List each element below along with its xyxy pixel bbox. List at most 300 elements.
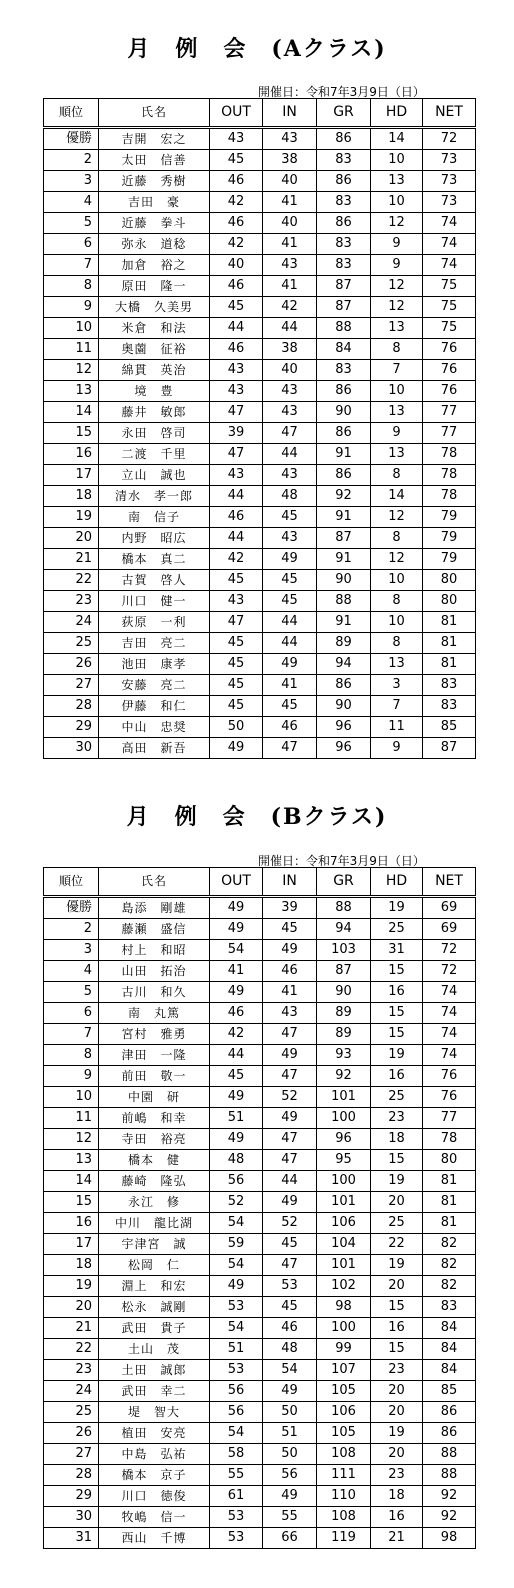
- in-score-cell: 49: [263, 549, 317, 570]
- out-score-cell: 43: [210, 128, 263, 150]
- in-score-cell: 49: [263, 1381, 317, 1402]
- net-score-cell: 74: [423, 1024, 476, 1045]
- in-score-cell: 46: [263, 961, 317, 982]
- gross-score-cell: 105: [317, 1381, 371, 1402]
- handicap-cell: 20: [371, 1402, 423, 1423]
- handicap-cell: 9: [371, 255, 423, 276]
- rank-cell: 5: [44, 982, 99, 1003]
- handicap-cell: 7: [371, 696, 423, 717]
- handicap-cell: 14: [371, 128, 423, 150]
- handicap-cell: 20: [371, 1381, 423, 1402]
- in-score-cell: 41: [263, 982, 317, 1003]
- out-score-cell: 43: [210, 465, 263, 486]
- table-row: [44, 1486, 476, 1507]
- in-score-cell: 50: [263, 1402, 317, 1423]
- net-score-cell: 79: [423, 528, 476, 549]
- net-score-cell: 72: [423, 940, 476, 961]
- net-score-cell: 76: [423, 1087, 476, 1108]
- out-score-cell: 49: [210, 1087, 263, 1108]
- in-score-cell: 54: [263, 1360, 317, 1381]
- player-name-cell: 前嶋 和幸: [99, 1108, 210, 1129]
- in-score-cell: 38: [263, 150, 317, 171]
- handicap-cell: 9: [371, 423, 423, 444]
- handicap-cell: 20: [371, 1444, 423, 1465]
- class-b-date: 開催日：令和7年3月9日（日）: [258, 854, 425, 868]
- rank-cell: 27: [44, 675, 99, 696]
- table-row: [44, 1171, 476, 1192]
- in-score-cell: 43: [263, 381, 317, 402]
- player-name-cell: 池田 康孝: [99, 654, 210, 675]
- in-score-cell: 45: [263, 570, 317, 591]
- gross-score-cell: 105: [317, 1423, 371, 1444]
- header-in: IN: [263, 868, 317, 897]
- net-score-cell: 78: [423, 1129, 476, 1150]
- rank-cell: 25: [44, 1402, 99, 1423]
- in-score-cell: 52: [263, 1213, 317, 1234]
- handicap-cell: 10: [371, 570, 423, 591]
- player-name-cell: 中山 忠奨: [99, 717, 210, 738]
- rank-cell: 6: [44, 234, 99, 255]
- rank-cell: 11: [44, 339, 99, 360]
- net-score-cell: 80: [423, 1150, 476, 1171]
- in-score-cell: 45: [263, 591, 317, 612]
- handicap-cell: 11: [371, 717, 423, 738]
- out-score-cell: 46: [210, 507, 263, 528]
- table-row: [44, 150, 476, 171]
- out-score-cell: 55: [210, 1465, 263, 1486]
- class-b-results-table: [43, 867, 476, 1549]
- handicap-cell: 10: [371, 150, 423, 171]
- out-score-cell: 51: [210, 1108, 263, 1129]
- net-score-cell: 72: [423, 128, 476, 150]
- player-name-cell: 藤瀬 盛信: [99, 919, 210, 940]
- gross-score-cell: 87: [317, 276, 371, 297]
- rank-cell: 10: [44, 1087, 99, 1108]
- out-score-cell: 49: [210, 919, 263, 940]
- handicap-cell: 12: [371, 297, 423, 318]
- gross-score-cell: 92: [317, 1066, 371, 1087]
- in-score-cell: 45: [263, 1297, 317, 1318]
- header-name: 氏名: [99, 99, 210, 128]
- player-name-cell: 松岡 仁: [99, 1255, 210, 1276]
- handicap-cell: 3: [371, 675, 423, 696]
- in-score-cell: 45: [263, 919, 317, 940]
- table-row: [44, 1213, 476, 1234]
- in-score-cell: 44: [263, 318, 317, 339]
- table-row: [44, 1003, 476, 1024]
- out-score-cell: 49: [210, 1276, 263, 1297]
- table-row: [44, 897, 476, 919]
- out-score-cell: 56: [210, 1402, 263, 1423]
- handicap-cell: 8: [371, 528, 423, 549]
- in-score-cell: 45: [263, 696, 317, 717]
- out-score-cell: 56: [210, 1381, 263, 1402]
- net-score-cell: 81: [423, 612, 476, 633]
- in-score-cell: 49: [263, 1486, 317, 1507]
- out-score-cell: 47: [210, 402, 263, 423]
- in-score-cell: 40: [263, 213, 317, 234]
- net-score-cell: 77: [423, 423, 476, 444]
- rank-cell: 8: [44, 276, 99, 297]
- out-score-cell: 44: [210, 1045, 263, 1066]
- handicap-cell: 8: [371, 633, 423, 654]
- out-score-cell: 49: [210, 982, 263, 1003]
- rank-cell: 7: [44, 255, 99, 276]
- out-score-cell: 54: [210, 1423, 263, 1444]
- rank-cell: 12: [44, 360, 99, 381]
- rank-cell: 6: [44, 1003, 99, 1024]
- player-name-cell: 近藤 拳斗: [99, 213, 210, 234]
- handicap-cell: 15: [371, 1003, 423, 1024]
- player-name-cell: 植田 安亮: [99, 1423, 210, 1444]
- table-header-row: [44, 99, 476, 128]
- net-score-cell: 86: [423, 1402, 476, 1423]
- in-score-cell: 47: [263, 1024, 317, 1045]
- table-row: [44, 717, 476, 738]
- player-name-cell: 古川 和久: [99, 982, 210, 1003]
- rank-cell: 11: [44, 1108, 99, 1129]
- gross-score-cell: 90: [317, 570, 371, 591]
- player-name-cell: 二渡 千里: [99, 444, 210, 465]
- header-hd: HD: [371, 868, 423, 897]
- player-name-cell: 古賀 啓人: [99, 570, 210, 591]
- net-score-cell: 78: [423, 444, 476, 465]
- rank-cell: 24: [44, 612, 99, 633]
- table-row: [44, 423, 476, 444]
- out-score-cell: 54: [210, 1318, 263, 1339]
- net-score-cell: 81: [423, 1192, 476, 1213]
- net-score-cell: 69: [423, 919, 476, 940]
- out-score-cell: 43: [210, 360, 263, 381]
- player-name-cell: 太田 信善: [99, 150, 210, 171]
- net-score-cell: 74: [423, 1003, 476, 1024]
- gross-score-cell: 108: [317, 1507, 371, 1528]
- in-score-cell: 49: [263, 1192, 317, 1213]
- net-score-cell: 74: [423, 213, 476, 234]
- table-row: [44, 171, 476, 192]
- handicap-cell: 8: [371, 465, 423, 486]
- rank-cell: 29: [44, 1486, 99, 1507]
- header-in: IN: [263, 99, 317, 128]
- player-name-cell: 牧嶋 信一: [99, 1507, 210, 1528]
- class-a-title: 月 例 会 (Aクラス): [127, 36, 387, 62]
- player-name-cell: 吉田 亮二: [99, 633, 210, 654]
- net-score-cell: 84: [423, 1339, 476, 1360]
- handicap-cell: 15: [371, 1150, 423, 1171]
- out-score-cell: 45: [210, 570, 263, 591]
- net-score-cell: 73: [423, 150, 476, 171]
- out-score-cell: 42: [210, 234, 263, 255]
- rank-cell: 2: [44, 919, 99, 940]
- out-score-cell: 54: [210, 940, 263, 961]
- net-score-cell: 76: [423, 1066, 476, 1087]
- in-score-cell: 44: [263, 1171, 317, 1192]
- in-score-cell: 49: [263, 654, 317, 675]
- out-score-cell: 54: [210, 1255, 263, 1276]
- handicap-cell: 13: [371, 318, 423, 339]
- in-score-cell: 47: [263, 1129, 317, 1150]
- net-score-cell: 87: [423, 738, 476, 759]
- gross-score-cell: 95: [317, 1150, 371, 1171]
- table-row: [44, 612, 476, 633]
- out-score-cell: 53: [210, 1528, 263, 1549]
- in-score-cell: 40: [263, 360, 317, 381]
- player-name-cell: 橋本 健: [99, 1150, 210, 1171]
- table-row: [44, 1507, 476, 1528]
- gross-score-cell: 100: [317, 1108, 371, 1129]
- rank-cell: 31: [44, 1528, 99, 1549]
- player-name-cell: 藤崎 隆弘: [99, 1171, 210, 1192]
- net-score-cell: 82: [423, 1234, 476, 1255]
- out-score-cell: 49: [210, 738, 263, 759]
- header-net: NET: [423, 868, 476, 897]
- handicap-cell: 23: [371, 1465, 423, 1486]
- handicap-cell: 16: [371, 982, 423, 1003]
- table-row: [44, 1528, 476, 1549]
- in-score-cell: 47: [263, 1150, 317, 1171]
- net-score-cell: 74: [423, 982, 476, 1003]
- table-row: [44, 276, 476, 297]
- handicap-cell: 13: [371, 654, 423, 675]
- player-name-cell: 藤井 敏郎: [99, 402, 210, 423]
- handicap-cell: 12: [371, 276, 423, 297]
- rank-cell: 2: [44, 150, 99, 171]
- gross-score-cell: 90: [317, 982, 371, 1003]
- table-row: [44, 919, 476, 940]
- in-score-cell: 66: [263, 1528, 317, 1549]
- table-row: [44, 507, 476, 528]
- in-score-cell: 43: [263, 402, 317, 423]
- table-row: [44, 633, 476, 654]
- player-name-cell: 清水 孝一郎: [99, 486, 210, 507]
- out-score-cell: 49: [210, 1129, 263, 1150]
- rank-cell: 30: [44, 1507, 99, 1528]
- handicap-cell: 12: [371, 507, 423, 528]
- net-score-cell: 75: [423, 297, 476, 318]
- gross-score-cell: 96: [317, 717, 371, 738]
- rank-cell: 4: [44, 961, 99, 982]
- player-name-cell: 前田 敬一: [99, 1066, 210, 1087]
- rank-cell: 28: [44, 696, 99, 717]
- rank-cell: 23: [44, 1360, 99, 1381]
- gross-score-cell: 101: [317, 1255, 371, 1276]
- net-score-cell: 83: [423, 675, 476, 696]
- player-name-cell: 川口 健一: [99, 591, 210, 612]
- in-score-cell: 44: [263, 444, 317, 465]
- in-score-cell: 43: [263, 1003, 317, 1024]
- gross-score-cell: 94: [317, 919, 371, 940]
- out-score-cell: 44: [210, 318, 263, 339]
- gross-score-cell: 91: [317, 549, 371, 570]
- gross-score-cell: 86: [317, 675, 371, 696]
- gross-score-cell: 89: [317, 1003, 371, 1024]
- net-score-cell: 84: [423, 1360, 476, 1381]
- in-score-cell: 46: [263, 717, 317, 738]
- net-score-cell: 92: [423, 1507, 476, 1528]
- handicap-cell: 14: [371, 486, 423, 507]
- table-row: [44, 402, 476, 423]
- header-rank: 順位: [44, 99, 99, 128]
- handicap-cell: 20: [371, 1276, 423, 1297]
- player-name-cell: 宇津宮 誠: [99, 1234, 210, 1255]
- handicap-cell: 12: [371, 213, 423, 234]
- handicap-cell: 10: [371, 612, 423, 633]
- rank-cell: 22: [44, 570, 99, 591]
- handicap-cell: 25: [371, 1213, 423, 1234]
- out-score-cell: 41: [210, 961, 263, 982]
- net-score-cell: 88: [423, 1444, 476, 1465]
- gross-score-cell: 94: [317, 654, 371, 675]
- rank-cell: 20: [44, 528, 99, 549]
- gross-score-cell: 96: [317, 738, 371, 759]
- out-score-cell: 46: [210, 339, 263, 360]
- gross-score-cell: 96: [317, 1129, 371, 1150]
- gross-score-cell: 88: [317, 318, 371, 339]
- player-name-cell: 近藤 秀樹: [99, 171, 210, 192]
- rank-cell: 13: [44, 1150, 99, 1171]
- handicap-cell: 10: [371, 381, 423, 402]
- in-score-cell: 47: [263, 738, 317, 759]
- rank-cell: 21: [44, 549, 99, 570]
- class-a-date: 開催日：令和7年3月9日（日）: [258, 85, 425, 99]
- in-score-cell: 51: [263, 1423, 317, 1444]
- rank-cell: 30: [44, 738, 99, 759]
- handicap-cell: 16: [371, 1318, 423, 1339]
- in-score-cell: 41: [263, 192, 317, 213]
- in-score-cell: 47: [263, 1066, 317, 1087]
- player-name-cell: 大橋 久美男: [99, 297, 210, 318]
- out-score-cell: 43: [210, 381, 263, 402]
- handicap-cell: 7: [371, 360, 423, 381]
- table-row: [44, 192, 476, 213]
- net-score-cell: 76: [423, 360, 476, 381]
- player-name-cell: 吉開 宏之: [99, 128, 210, 150]
- gross-score-cell: 86: [317, 465, 371, 486]
- out-score-cell: 45: [210, 1066, 263, 1087]
- handicap-cell: 19: [371, 1255, 423, 1276]
- rank-cell: 9: [44, 1066, 99, 1087]
- table-row: [44, 1381, 476, 1402]
- table-row: [44, 675, 476, 696]
- out-score-cell: 46: [210, 1003, 263, 1024]
- net-score-cell: 78: [423, 465, 476, 486]
- rank-cell: 3: [44, 171, 99, 192]
- out-score-cell: 45: [210, 633, 263, 654]
- gross-score-cell: 83: [317, 192, 371, 213]
- in-score-cell: 48: [263, 1339, 317, 1360]
- rank-cell: 優勝: [44, 128, 99, 150]
- gross-score-cell: 106: [317, 1213, 371, 1234]
- class-b-title: 月 例 会 (Bクラス): [126, 804, 388, 830]
- handicap-cell: 8: [371, 339, 423, 360]
- player-name-cell: 高田 新吾: [99, 738, 210, 759]
- net-score-cell: 82: [423, 1255, 476, 1276]
- gross-score-cell: 88: [317, 591, 371, 612]
- rank-cell: 22: [44, 1339, 99, 1360]
- rank-cell: 優勝: [44, 897, 99, 919]
- in-score-cell: 44: [263, 633, 317, 654]
- out-score-cell: 39: [210, 423, 263, 444]
- in-score-cell: 52: [263, 1087, 317, 1108]
- player-name-cell: 松永 誠剛: [99, 1297, 210, 1318]
- net-score-cell: 81: [423, 1171, 476, 1192]
- in-score-cell: 49: [263, 940, 317, 961]
- rank-cell: 24: [44, 1381, 99, 1402]
- table-row: [44, 1150, 476, 1171]
- rank-cell: 28: [44, 1465, 99, 1486]
- gross-score-cell: 87: [317, 961, 371, 982]
- in-score-cell: 45: [263, 1234, 317, 1255]
- player-name-cell: 吉田 豪: [99, 192, 210, 213]
- handicap-cell: 19: [371, 1171, 423, 1192]
- gross-score-cell: 104: [317, 1234, 371, 1255]
- table-row: [44, 982, 476, 1003]
- handicap-cell: 20: [371, 1192, 423, 1213]
- gross-score-cell: 110: [317, 1486, 371, 1507]
- player-name-cell: 原田 隆一: [99, 276, 210, 297]
- net-score-cell: 85: [423, 717, 476, 738]
- rank-cell: 19: [44, 1276, 99, 1297]
- handicap-cell: 21: [371, 1528, 423, 1549]
- in-score-cell: 48: [263, 486, 317, 507]
- player-name-cell: 立山 誠也: [99, 465, 210, 486]
- net-score-cell: 74: [423, 1045, 476, 1066]
- in-score-cell: 41: [263, 675, 317, 696]
- gross-score-cell: 119: [317, 1528, 371, 1549]
- net-score-cell: 80: [423, 591, 476, 612]
- gross-score-cell: 100: [317, 1171, 371, 1192]
- handicap-cell: 10: [371, 192, 423, 213]
- table-row: [44, 1129, 476, 1150]
- rank-cell: 21: [44, 1318, 99, 1339]
- table-row: [44, 1423, 476, 1444]
- table-row: [44, 1255, 476, 1276]
- player-name-cell: 安藤 亮二: [99, 675, 210, 696]
- out-score-cell: 46: [210, 213, 263, 234]
- net-score-cell: 88: [423, 1465, 476, 1486]
- net-score-cell: 83: [423, 1297, 476, 1318]
- rank-cell: 26: [44, 654, 99, 675]
- rank-cell: 20: [44, 1297, 99, 1318]
- handicap-cell: 31: [371, 940, 423, 961]
- gross-score-cell: 83: [317, 234, 371, 255]
- in-score-cell: 55: [263, 1507, 317, 1528]
- out-score-cell: 46: [210, 171, 263, 192]
- handicap-cell: 22: [371, 1234, 423, 1255]
- gross-score-cell: 90: [317, 696, 371, 717]
- in-score-cell: 47: [263, 1255, 317, 1276]
- rank-cell: 10: [44, 318, 99, 339]
- net-score-cell: 76: [423, 339, 476, 360]
- rank-cell: 23: [44, 591, 99, 612]
- net-score-cell: 73: [423, 192, 476, 213]
- table-row: [44, 255, 476, 276]
- gross-score-cell: 106: [317, 1402, 371, 1423]
- handicap-cell: 15: [371, 1339, 423, 1360]
- rank-cell: 14: [44, 402, 99, 423]
- handicap-cell: 19: [371, 1045, 423, 1066]
- in-score-cell: 43: [263, 128, 317, 150]
- table-row: [44, 1066, 476, 1087]
- player-name-cell: 中川 龍比湖: [99, 1213, 210, 1234]
- net-score-cell: 75: [423, 318, 476, 339]
- gross-score-cell: 103: [317, 940, 371, 961]
- table-row: [44, 444, 476, 465]
- gross-score-cell: 102: [317, 1276, 371, 1297]
- out-score-cell: 45: [210, 654, 263, 675]
- rank-cell: 18: [44, 1255, 99, 1276]
- net-score-cell: 82: [423, 1276, 476, 1297]
